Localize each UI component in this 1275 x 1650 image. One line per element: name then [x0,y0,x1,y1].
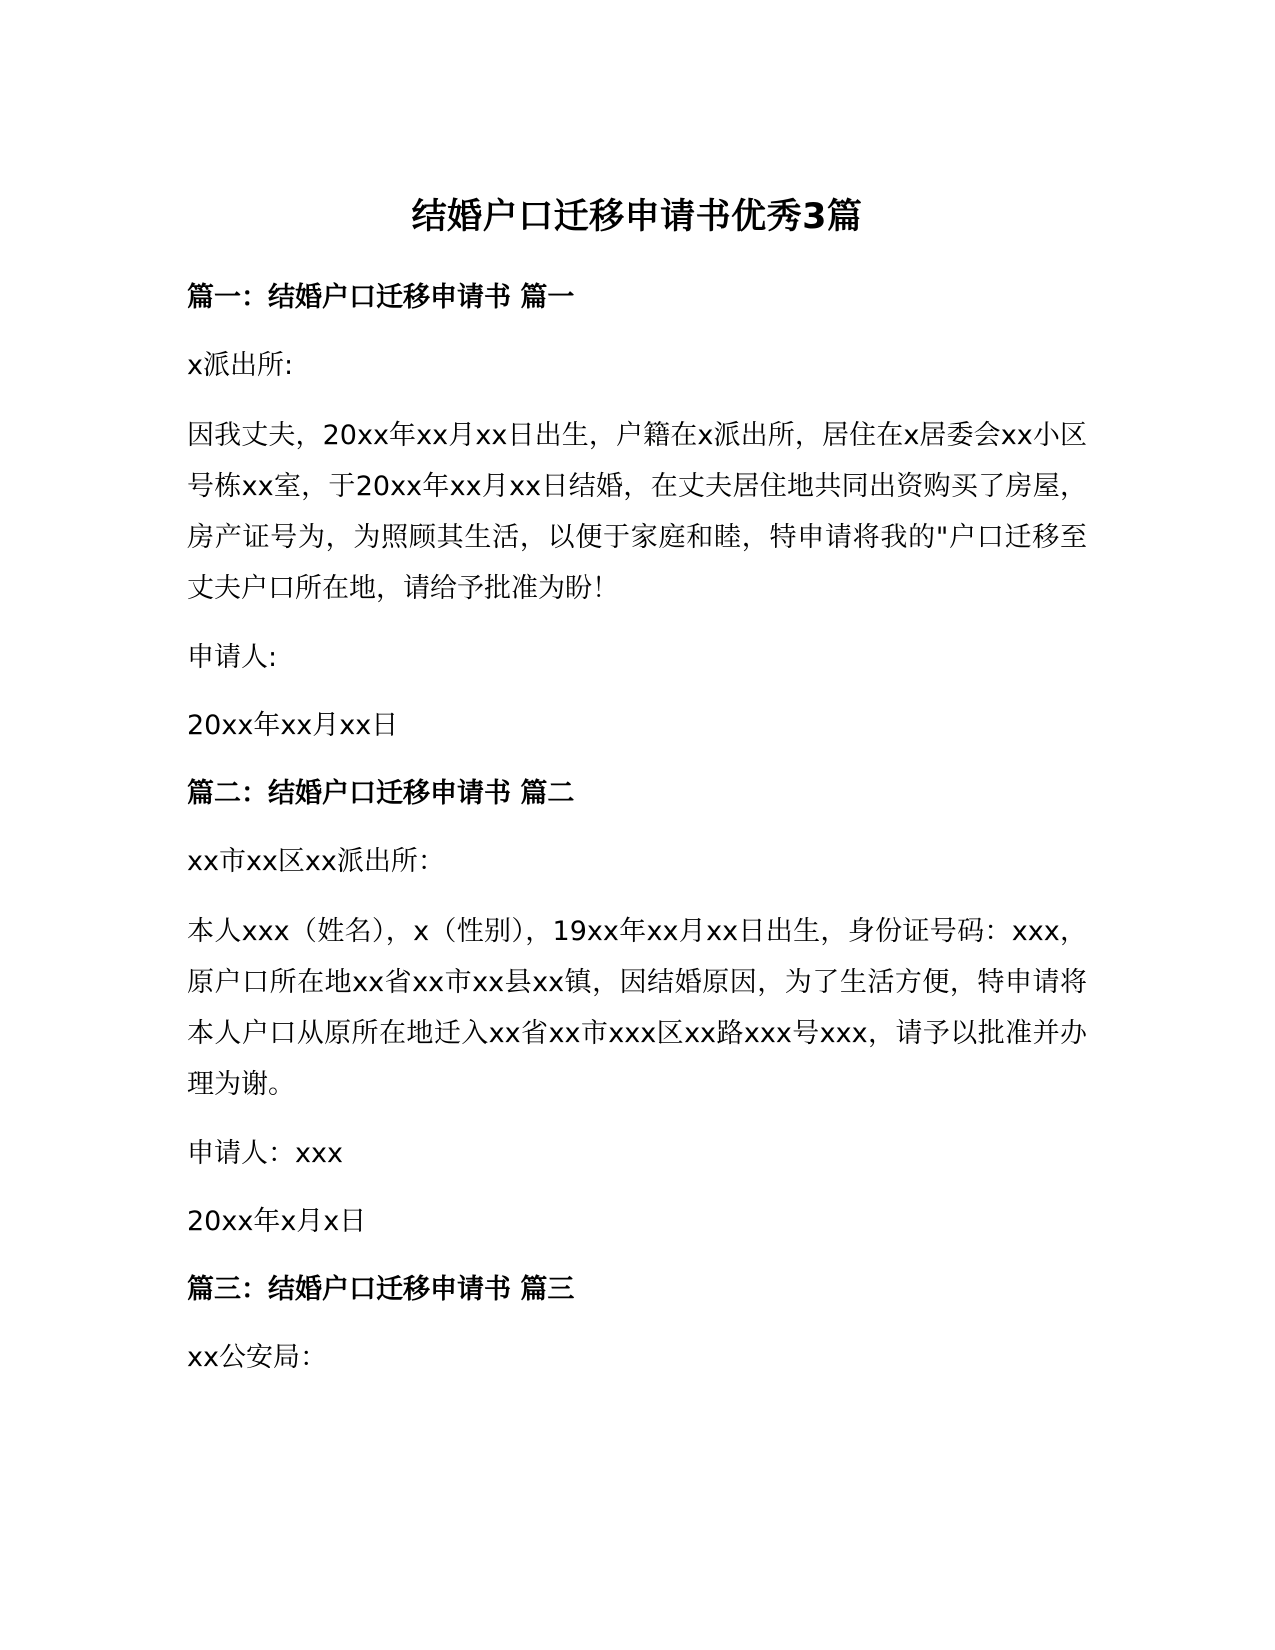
section-3-heading: 篇三：结婚户口迁移申请书 篇三 [187,1274,575,1305]
section-1-applicant: 申请人: [187,642,278,673]
document-title: 结婚户口迁移申请书优秀3篇 [411,197,863,237]
section-1-heading: 篇一：结婚户口迁移申请书 篇一 [187,282,575,313]
section-3-addressee: xx公安局： [187,1342,327,1373]
section-2-heading: 篇二：结婚户口迁移申请书 篇二 [187,778,575,809]
document-content [187,192,1087,1402]
section-2-date: 20xx年x月x日 [187,1206,367,1237]
section-1-addressee: x派出所: [187,350,294,381]
section-2-applicant: 申请人：xxx [187,1138,343,1169]
section-2-body: 本人xxx（姓名），x（性别），19xx年xx月xx日出生，身份证号码：xxx，原户口所在地xx省xx市xx县xx镇，因结婚原因，为了生活方便，特申请将本人户口从原所在地迁入xx省xx市xxx区xx路xxx号xxx，请予以批准并办理为谢。 [187,916,1087,1100]
section-1-date: 20xx年xx月xx日 [187,710,399,741]
section-1-body: 因我丈夫，20xx年xx月xx日出生，户籍在x派出所，居住在x居委会xx小区号栋xx室，于20xx年xx月xx日结婚，在丈夫居住地共同出资购买了房屋，房产证号为，为照顾其生活，以便于家庭和睦，特申请将我的"户口迁移至丈夫户口所在地，请给予批准为盼！ [187,420,1087,604]
section-2-addressee: xx市xx区xx派出所： [187,846,445,877]
